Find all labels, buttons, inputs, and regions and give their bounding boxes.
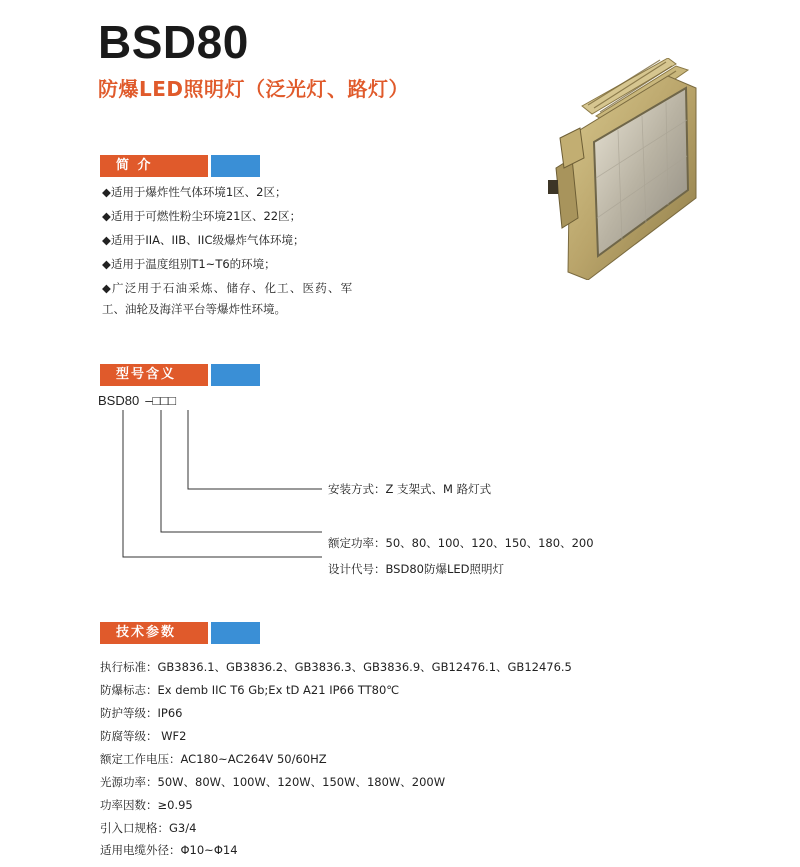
power-leader-line [161, 410, 322, 532]
model-code-suffix: –□□□ [145, 393, 176, 408]
spec-item: 防护等级：IP66 [100, 706, 183, 720]
model-code-base: BSD80 [98, 393, 140, 408]
spec-item: 光源功率：50W、80W、100W、120W、150W、180W、200W [100, 775, 446, 789]
intro-item: ◆适用于可燃性粉尘环境21区、22区； [102, 209, 302, 223]
spec-item: 防腐等级： WF2 [100, 729, 187, 743]
product-title: BSD80 [98, 16, 249, 68]
model-legend-power: 额定功率：50、80、100、120、150、180、200 [328, 536, 594, 550]
section-title-model: 型号含义 [100, 364, 208, 386]
spec-item: 功率因数：≥0.95 [100, 798, 193, 812]
intro-item: ◆适用于IIA、IIB、IIC级爆炸气体环境； [102, 233, 305, 247]
spec-item: 执行标准：GB3836.1、GB3836.2、GB3836.3、GB3836.9、GB12476.1、GB12476.5 [100, 660, 572, 674]
section-header-accent [211, 622, 260, 644]
model-legend-mounting: 安装方式：Z 支架式、M 路灯式 [328, 482, 492, 496]
spec-item: 适用电缆外径：Φ10~Φ14 [100, 843, 238, 857]
section-title-specs: 技术参数 [100, 622, 208, 644]
intro-item: ◆广泛用于石油采炼、储存、化工、医药、军 [102, 281, 354, 295]
spec-item: 额定工作电压：AC180~AC264V 50/60HZ [100, 752, 327, 766]
section-title-intro: 简 介 [100, 155, 208, 177]
spec-item: 防爆标志：Ex demb IIC T6 Gb;Ex tD A21 IP66 TT80℃ [100, 683, 400, 697]
model-legend-designation: 设计代号：BSD80防爆LED照明灯 [328, 562, 505, 576]
mounting-leader-line [188, 410, 322, 489]
intro-item: ◆适用于温度组别T1~T6的环境； [102, 257, 276, 271]
intro-item: 工、油轮及海洋平台等爆炸性环境。 [102, 302, 286, 316]
intro-item: ◆适用于爆炸性气体环境1区、2区； [102, 185, 287, 199]
spec-item: 引入口规格：G3/4 [100, 821, 197, 835]
section-header-specs [100, 622, 260, 644]
designation-leader-line [123, 410, 322, 557]
product-subtitle: 防爆LED照明灯（泛光灯、路灯） [98, 77, 410, 101]
